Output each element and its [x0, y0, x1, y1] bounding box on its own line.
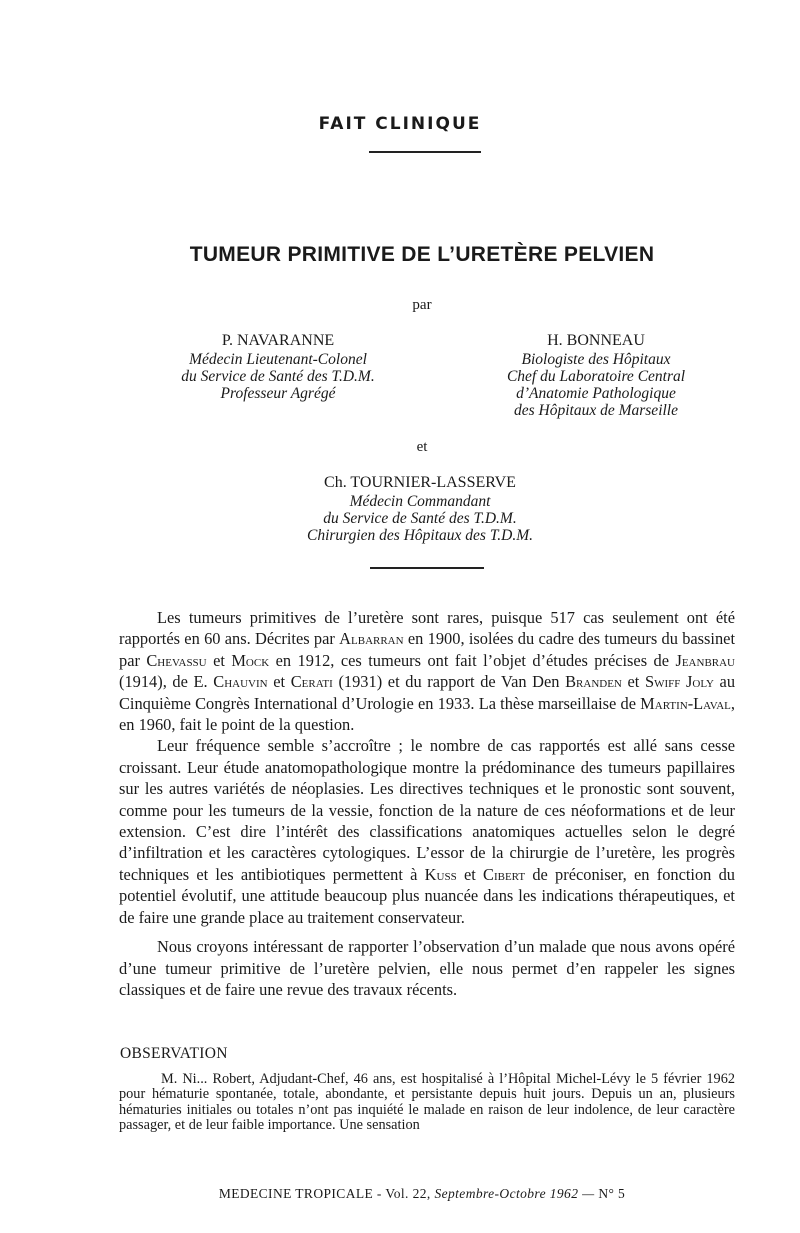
author-block-bonneau: [460, 331, 732, 419]
byline-par: par: [412, 297, 432, 313]
author-affiliation: Chef du Laboratoire Central: [506, 368, 686, 385]
observation-heading: OBSERVATION: [120, 1045, 228, 1062]
author-affiliation: Médecin Commandant: [349, 493, 491, 510]
observation-text: [119, 1072, 735, 1134]
journal-name: MEDECINE TROPICALE: [218, 1186, 374, 1201]
observation-paragraph: M. Ni... Robert, Adjudant-Chef, 46 ans, est hospitalisé à l’Hôpital Michel-Lévy le 5 février 1962 pour hématurie spontanée, totale, abondante, et persistante depuis huit jours. Depuis un an, plusieurs hématuries initiales ou totales n’ont pas inquiété le malade en raison de leur indolence, de leur caractère passager, et de leur faible importance. Une sensation: [119, 1071, 735, 1134]
journal-volume: Vol. 22,: [385, 1186, 431, 1201]
author-citation: Kuss: [424, 864, 457, 884]
author-affiliation: des Hôpitaux de Marseille: [513, 402, 678, 419]
journal-number: N° 5: [598, 1186, 626, 1201]
author-name: H. BONNEAU: [547, 332, 645, 349]
author-block-navaranne: [148, 331, 408, 402]
author-block-tournier-lasserve: [270, 473, 570, 544]
author-citation: Albarran: [339, 629, 404, 649]
author-affiliation: Biologiste des Hôpitaux: [521, 351, 671, 368]
author-citation: Chevassu: [146, 650, 207, 670]
author-affiliation: Chirurgien des Hôpitaux des T.D.M.: [306, 527, 534, 544]
author-citation: Jeanbrau: [675, 650, 736, 670]
author-citation: Mock: [231, 650, 270, 670]
body-paragraph-3: Nous croyons intéressant de rapporter l’observation d’un malade que nous avons opéré d’une tumeur primitive de l’uretère pelvien, elle nous permet d’en rappeler les signes classiques et de faire une revue des travaux récents.: [119, 937, 735, 999]
section-label: FAIT CLINIQUE: [318, 114, 482, 134]
author-name: P. NAVARANNE: [221, 332, 335, 349]
author-affiliation: Professeur Agrégé: [220, 385, 336, 402]
author-affiliation: Médecin Lieutenant-Colonel: [189, 351, 367, 368]
author-affiliation: du Service de Santé des T.D.M.: [181, 368, 375, 385]
page-footer: MEDECINE TROPICALE - Vol. 22, Septembre-Octobre 1962 — N° 5: [218, 1186, 626, 1201]
byline-et: et: [416, 439, 428, 455]
author-citation: Martin-Laval: [640, 693, 731, 713]
author-citation: Cerati: [290, 672, 333, 692]
author-citation: Branden: [565, 672, 622, 692]
divider-rule: [369, 151, 481, 153]
divider-rule: [370, 567, 484, 569]
author-citation: Chauvin: [213, 672, 268, 692]
article-title: TUMEUR PRIMITIVE DE L’URETÈRE PELVIEN: [189, 243, 655, 266]
journal-date: Septembre-Octobre 1962 —: [430, 1186, 599, 1201]
author-name: Ch. TOURNIER-LASSERVE: [324, 474, 516, 491]
body-paragraph-1: Les tumeurs primitives de l’uretère sont rares, puisque 517 cas seulement ont été rapportés en 60 ans. Décrites par Albarran en 1900, isolées du cadre des tumeurs du bassinet par Chevassu et Mock en 1912, ces tumeurs ont fait l’objet d’études précises de Jeanbrau (1914), de E. Chauvin et Cerati (1931) et du rapport de Van Den Branden et Swiff Joly au Cinquième Congrès International d’Urologie en 1933. La thèse marseillaise de Martin-Laval, en 1960, fait le point de la question.: [119, 608, 736, 735]
author-citation: Cibert: [483, 864, 526, 884]
author-affiliation: d’Anatomie Pathologique: [516, 385, 676, 402]
author-citation: Swiff Joly: [644, 672, 714, 692]
author-affiliation: du Service de Santé des T.D.M.: [323, 510, 517, 527]
body-paragraph-2: Leur fréquence semble s’accroître ; le nombre de cas rapportés est allé sans cesse croissant. Leur étude anatomopathologique montre la prédominance des tumeurs papillaires sur les autres variétés de néoplasies. Les directives techniques et le pronostic sont souvent, comme pour les tumeurs de la vessie, fonction de la nature de ces néoformations et de leur extension. C’est dire l’intérêt des classifications anatomiques actuelles selon le degré d’infiltration et les caractères cytologiques. L’essor de la chirurgie de l’uretère, les progrès techniques et les antibiotiques permettent à Kuss et Cibert de préconiser, en fonction du potentiel évolutif, une attitude beaucoup plus nuancée dans les indications thérapeutiques, et de faire une grande place au traitement conservateur.: [119, 736, 735, 927]
article-body: [119, 607, 735, 1000]
